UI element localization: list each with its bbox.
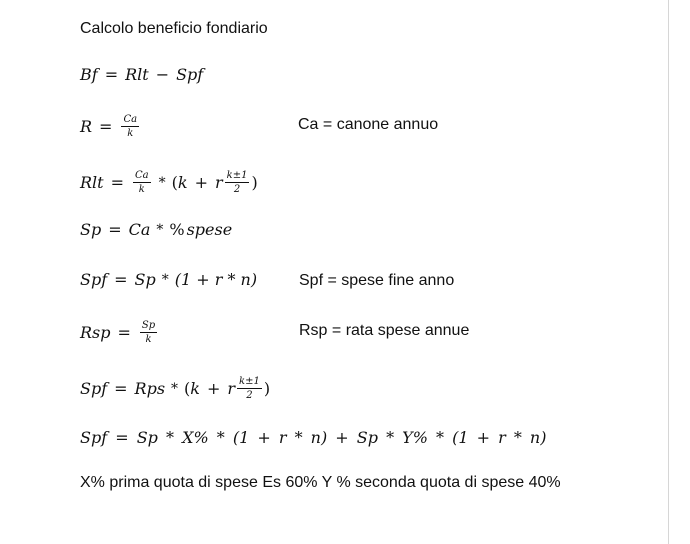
formula-sp-equals: =: [108, 220, 122, 239]
formula-rlt-plus: +: [194, 172, 208, 192]
formula-bf-rlt: Rlt: [125, 65, 149, 84]
formula-rlt-fraction: [133, 170, 151, 195]
formula-spf2-lhs: Spf: [80, 378, 108, 398]
fraction-numerator: Ca: [123, 114, 138, 125]
note-spf: Spf = spese fine anno: [299, 272, 455, 289]
formula-sp-spese: spese: [186, 220, 233, 239]
formula-spf1-times: *: [161, 272, 169, 288]
fraction-numerator: k±1: [226, 170, 248, 181]
formula-r-fraction: [121, 114, 139, 139]
formula-spf2-times: *: [171, 380, 179, 397]
fraction-denominator: k: [138, 184, 145, 195]
formula-rsp-equals: =: [117, 322, 131, 342]
formula-bf-spf: Spf: [176, 65, 204, 84]
formula-r-lhs: R: [80, 116, 93, 136]
fraction-numerator: Sp: [141, 320, 156, 331]
formula-bf-lhs: Bf: [80, 65, 98, 84]
formula-rsp-fraction: [140, 320, 157, 345]
formula-rlt-open-paren: (: [171, 172, 178, 192]
fraction-denominator: 2: [233, 184, 241, 195]
document-title: Calcolo beneficio fondiario: [80, 20, 268, 37]
formula-spf2-exp-fraction: [237, 376, 262, 401]
page-edge-line: [668, 0, 669, 544]
formula-spf1-lhs: Spf: [80, 270, 108, 289]
formula-spf-2: [80, 376, 270, 401]
formula-bf-equals: =: [104, 65, 119, 84]
note-ca: Ca = canone annuo: [298, 116, 439, 133]
formula-sp-ca: Ca: [128, 220, 151, 239]
formula-rsp-lhs: Rsp: [80, 322, 111, 342]
formula-spf-3: [80, 428, 546, 448]
formula-spf2-close-paren: ): [263, 378, 271, 398]
fraction-numerator: Ca: [135, 170, 149, 181]
note-rsp: Rsp = rata spese annue: [299, 322, 470, 339]
formula-rlt-lhs: Rlt: [80, 172, 104, 192]
formula-rsp: [80, 320, 159, 345]
formula-rlt-equals: =: [110, 172, 124, 192]
formula-spf1-equals: =: [114, 270, 128, 289]
fraction-denominator: k: [127, 128, 134, 139]
formula-spf2-open-paren: (: [184, 378, 191, 398]
formula-spf2-r: r: [227, 378, 236, 398]
formula-r: [80, 114, 141, 139]
fraction-denominator: k: [145, 334, 152, 345]
formula-bf: [80, 65, 203, 85]
formula-spf2-k: k: [190, 378, 200, 398]
formula-spf1-body: (1 + r * n): [174, 270, 258, 289]
formula-spf1-sp: Sp: [134, 270, 156, 289]
formula-rlt: [80, 170, 258, 195]
formula-spf-1: [80, 270, 257, 290]
formula-rlt-k: k: [177, 172, 188, 192]
formula-r-equals: =: [99, 116, 113, 136]
formula-sp-lhs: Sp: [80, 220, 102, 239]
fraction-denominator: 2: [246, 390, 253, 401]
formula-rlt-r: r: [214, 172, 223, 192]
formula-sp-percent: %: [169, 220, 185, 239]
formula-spf2-equals: =: [114, 378, 128, 398]
formula-rlt-times: *: [158, 174, 166, 191]
formula-spf3-text: Spf = Sp * X% * (1 + r * n) + Sp * Y% * (1 + r * n): [80, 428, 547, 447]
formula-spf2-rps: Rps: [134, 378, 166, 398]
formula-rlt-close-paren: ): [251, 172, 258, 192]
formula-bf-minus: −: [155, 65, 170, 84]
footer-note: X% prima quota di spese Es 60% Y % seconda quota di spese 40%: [80, 474, 561, 491]
formula-sp: [80, 220, 232, 240]
formula-sp-times: *: [156, 222, 164, 238]
formula-rlt-exp-fraction: [225, 170, 250, 195]
fraction-numerator: k±1: [239, 376, 260, 387]
formula-spf2-plus: +: [206, 378, 221, 398]
